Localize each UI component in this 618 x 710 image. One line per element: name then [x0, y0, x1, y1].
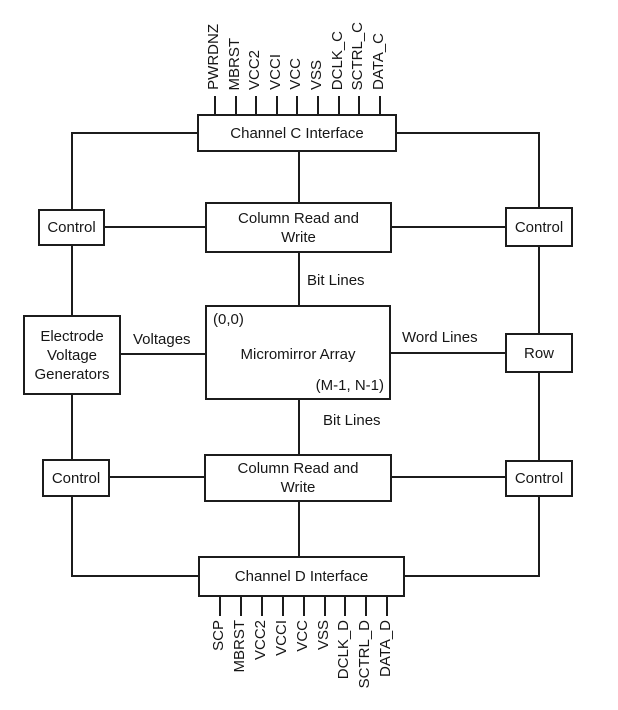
- pin-label: VCCI: [273, 620, 290, 656]
- block-control-top-left: [38, 209, 105, 246]
- pin-tick: [282, 597, 284, 616]
- pin-tick: [255, 96, 257, 114]
- pin-label: VCCI: [267, 54, 284, 90]
- block-label: Control: [514, 470, 564, 487]
- pin-label: SCTRL_C: [349, 21, 366, 90]
- block-label: Channel D Interface: [234, 568, 369, 585]
- block-control-top-right: [505, 207, 573, 247]
- connector-line-voltages: [119, 353, 207, 355]
- connector-line-word-lines: [389, 352, 507, 354]
- pin-tick: [303, 597, 305, 616]
- connector-line: [538, 497, 540, 577]
- pin-tick: [386, 597, 388, 616]
- connector-line: [110, 476, 206, 478]
- block-micromirror-array: [205, 305, 391, 400]
- connector-line: [298, 152, 300, 203]
- block-label: Column Read and Write: [237, 460, 359, 496]
- pin-label: PWRDNZ: [205, 24, 222, 90]
- word-lines-label: Word Lines: [402, 329, 478, 346]
- block-column-read-write-top: [205, 202, 392, 253]
- bit-lines-label-top: Bit Lines: [307, 272, 365, 289]
- pin-label: DATA_D: [377, 620, 394, 677]
- pin-label: VSS: [308, 59, 325, 90]
- block-label: Electrode Voltage Generators: [34, 327, 110, 383]
- pin-label: VCC: [287, 58, 304, 90]
- pin-label: VCC: [294, 620, 311, 652]
- pin-tick: [338, 96, 340, 114]
- pin-tick: [276, 96, 278, 114]
- pin-tick: [261, 597, 263, 616]
- pin-label: VSS: [315, 620, 332, 651]
- pin-tick: [379, 96, 381, 114]
- pin-tick: [240, 597, 242, 616]
- block-control-bottom-right: [505, 460, 573, 497]
- pin-label: SCTRL_D: [356, 620, 373, 689]
- connector-line: [538, 373, 540, 461]
- block-channel-d-interface: [198, 556, 405, 597]
- pin-tick: [296, 96, 298, 114]
- block-label: Control: [514, 218, 564, 236]
- pin-label: VCC2: [246, 49, 263, 90]
- connector-line: [71, 132, 73, 211]
- connector-line: [538, 247, 540, 334]
- connector-line: [71, 575, 200, 577]
- connector-line: [298, 502, 300, 557]
- block-column-read-write-bottom: [204, 454, 392, 502]
- connector-line: [103, 226, 207, 228]
- connector-line: [403, 575, 540, 577]
- block-row: [505, 333, 573, 373]
- connector-line: [71, 132, 199, 134]
- block-electrode-voltage-generators: [23, 315, 121, 395]
- connector-line-bit-lines-bottom: [298, 400, 300, 455]
- block-control-bottom-left: [42, 459, 110, 497]
- pin-label: DCLK_C: [329, 30, 346, 90]
- pin-tick: [365, 597, 367, 616]
- connector-line: [395, 132, 540, 134]
- connector-line: [71, 497, 73, 577]
- connector-line: [71, 395, 73, 460]
- bit-lines-label-bottom: Bit Lines: [323, 412, 381, 429]
- array-extent-label: (M-1, N-1): [315, 377, 384, 394]
- pin-tick: [344, 597, 346, 616]
- pin-tick: [214, 96, 216, 114]
- pin-label: VCC2: [252, 620, 269, 661]
- block-label: Row: [523, 344, 554, 362]
- array-origin-label: (0,0): [213, 311, 244, 328]
- pin-label: MBRST: [231, 620, 248, 673]
- pin-tick: [358, 96, 360, 114]
- block-label: Micromirror Array: [240, 346, 356, 363]
- pin-label: MBRST: [226, 37, 243, 90]
- connector-line: [71, 246, 73, 316]
- connector-line-bit-lines-top: [298, 253, 300, 306]
- connector-line: [390, 226, 507, 228]
- pin-label: DATA_C: [370, 33, 387, 90]
- block-label: Column Read and Write: [238, 209, 359, 246]
- block-label: Control: [51, 469, 101, 487]
- block-label: Control: [47, 219, 96, 236]
- pin-tick: [219, 597, 221, 616]
- pin-tick: [235, 96, 237, 114]
- connector-line: [390, 476, 507, 478]
- pin-label: SCP: [210, 620, 227, 651]
- block-channel-c-interface: [197, 114, 397, 152]
- pin-tick: [324, 597, 326, 616]
- block-label: Channel C Interface: [230, 124, 364, 142]
- voltages-label: Voltages: [133, 331, 191, 348]
- pin-tick: [317, 96, 319, 114]
- connector-line: [538, 132, 540, 209]
- pin-label: DCLK_D: [335, 620, 352, 680]
